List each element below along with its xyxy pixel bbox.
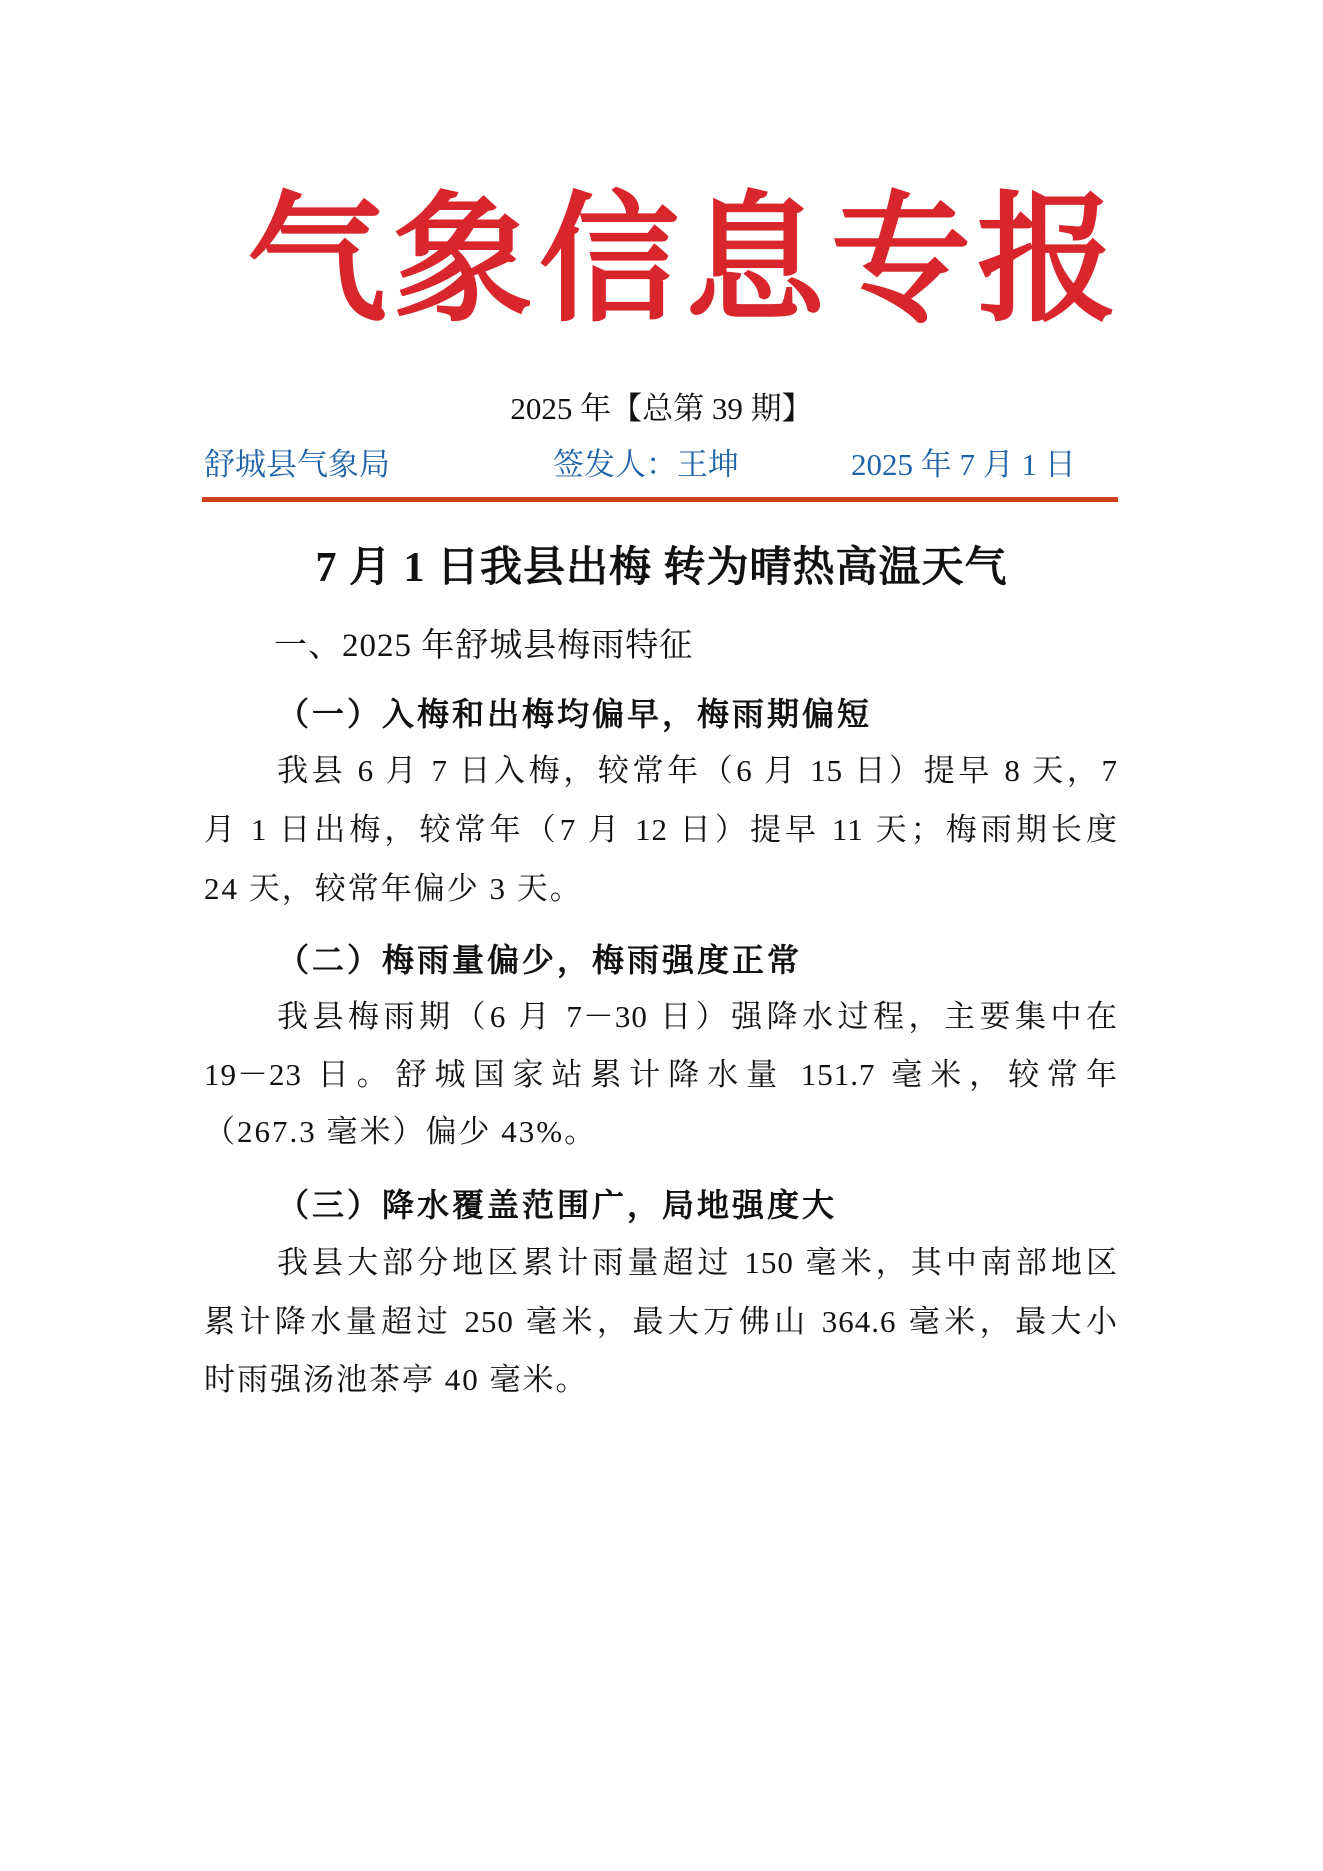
paragraph-line: 月 1 日出梅，较常年（7 月 12 日）提早 11 天；梅雨期长度 <box>204 812 1118 847</box>
paragraph-line: 时雨强汤池茶亭 40 毫米。 <box>204 1362 589 1397</box>
issuing-agency: 舒城县气象局 <box>204 447 390 482</box>
header-divider <box>202 497 1118 502</box>
masthead-title: 气象信息专报 <box>247 184 1124 339</box>
section-title: 一、2025 年舒城县梅雨特征 <box>274 628 694 664</box>
subsection-heading: （二）梅雨量偏少，梅雨强度正常 <box>277 942 803 978</box>
issuer: 签发人：王坤 <box>553 447 739 482</box>
issue-number: 2025 年【总第 39 期】 <box>510 391 813 426</box>
subsection-heading: （一）入梅和出梅均偏早，梅雨期偏短 <box>277 696 873 732</box>
paragraph-line: 我县 6 月 7 日入梅，较常年（6 月 15 日）提早 8 天，7 <box>277 753 1118 788</box>
paragraph-line: 累计降水量超过 250 毫米，最大万佛山 364.6 毫米，最大小 <box>204 1304 1118 1339</box>
article-headline: 7 月 1 日我县出梅 转为晴热高温天气 <box>315 545 1008 591</box>
paragraph-line: 24 天，较常年偏少 3 天。 <box>204 871 583 906</box>
paragraph-line: 我县梅雨期（6 月 7－30 日）强降水过程，主要集中在 <box>277 999 1118 1034</box>
subsection-heading: （三）降水覆盖范围广，局地强度大 <box>277 1187 838 1223</box>
paragraph-line: （267.3 毫米）偏少 43%。 <box>204 1114 598 1149</box>
paragraph-line: 我县大部分地区累计雨量超过 150 毫米，其中南部地区 <box>277 1245 1118 1280</box>
paragraph-line: 19－23 日。舒城国家站累计降水量 151.7 毫米，较常年 <box>204 1057 1118 1092</box>
issue-date: 2025 年 7 月 1 日 <box>851 447 1076 482</box>
